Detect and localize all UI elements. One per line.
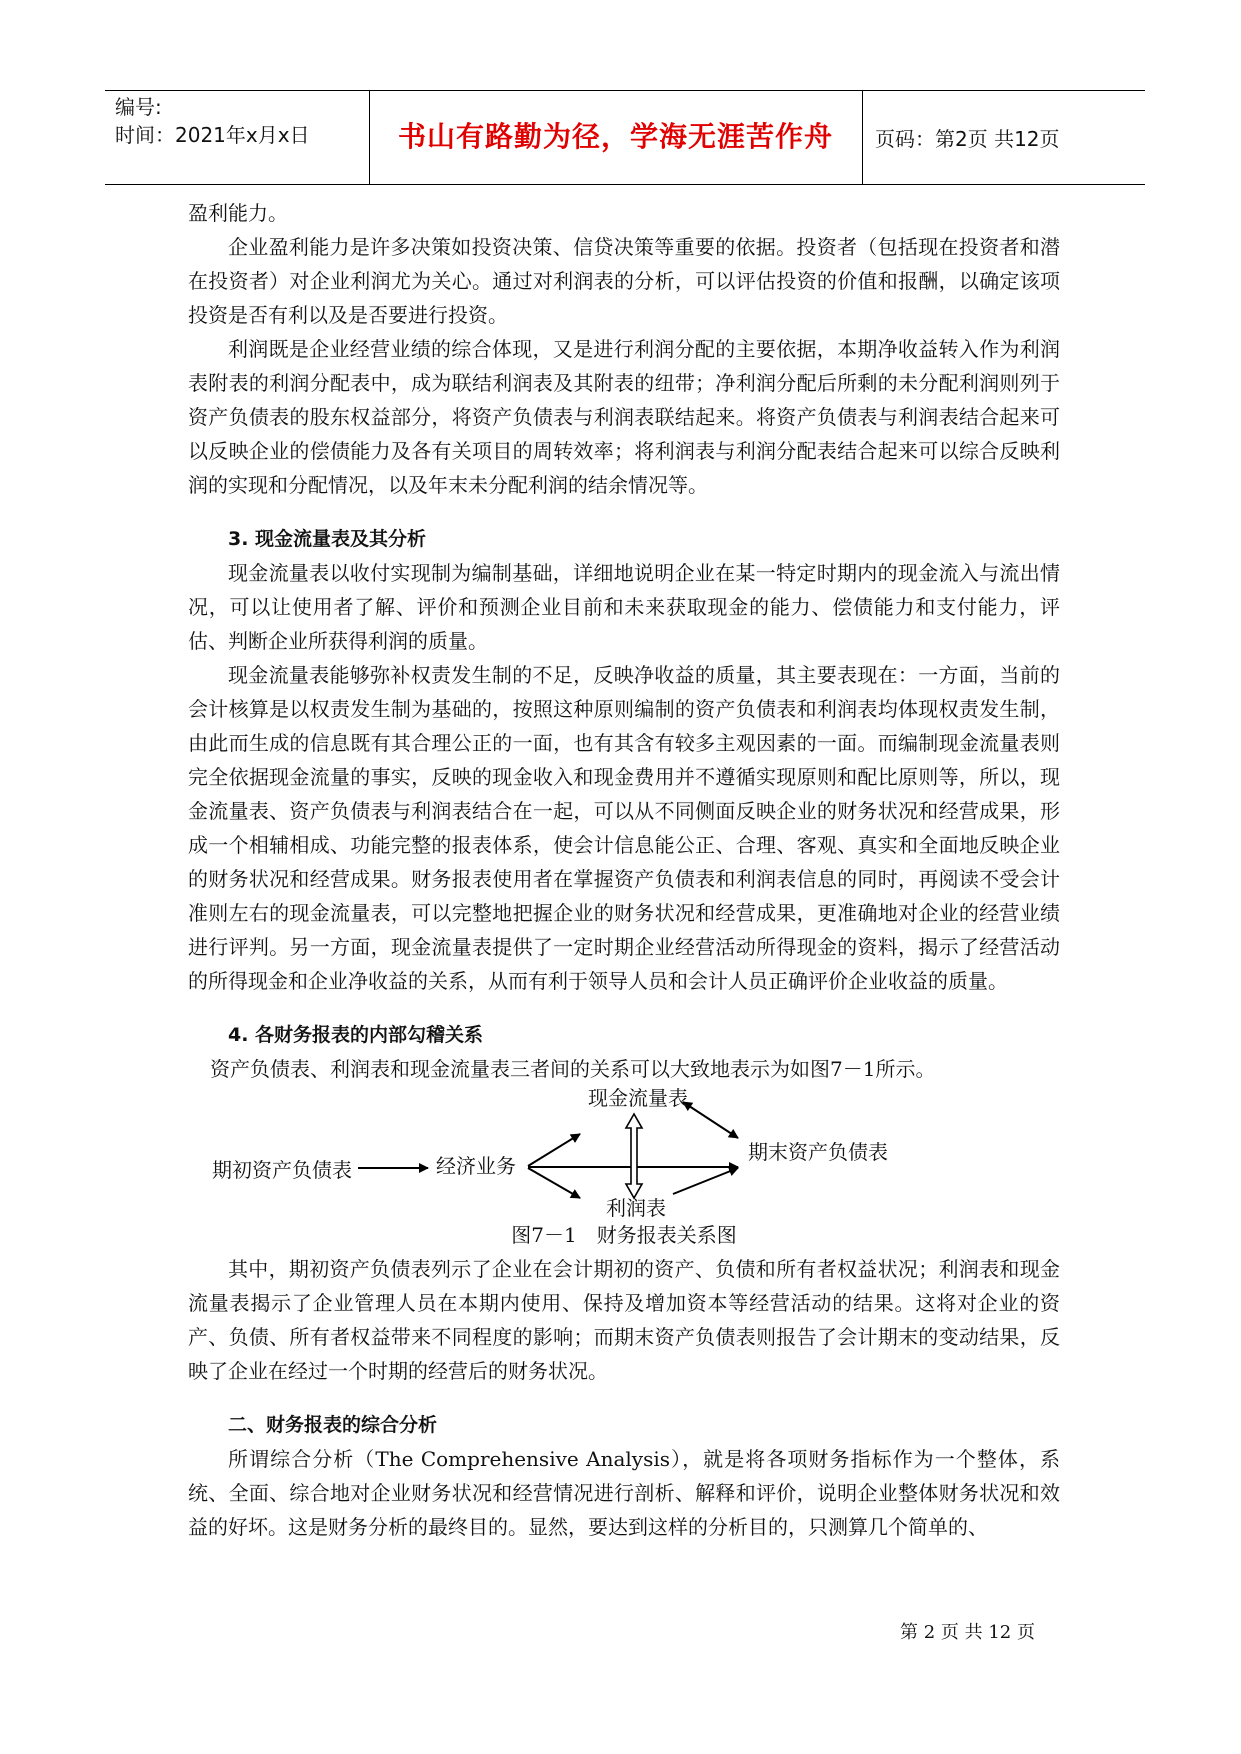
header-divider [862, 91, 863, 184]
page-footer: 第 2 页 共 12 页 [900, 1622, 1035, 1643]
document-header [105, 90, 1145, 185]
node-income-statement: 利润表 [606, 1196, 666, 1220]
section-heading: 3. 现金流量表及其分析 [228, 528, 427, 550]
arrow-business-to-cashflow [528, 1134, 580, 1166]
paragraph: 现金流量表以收付实现制为编制基础，详细地说明企业在某一特定时期内的现金流入与流出情况，可以让使用者了解、评价和预测企业目前和未来获取现金的能力、偿债能力和支付能力，评估、判断企业所获得利润的质量。 [188, 561, 1060, 653]
arrow-business-to-income [528, 1168, 580, 1198]
paragraph: 企业盈利能力是许多决策如投资决策、信贷决策等重要的依据。投资者（包括现在投资者和潜在投资者）对企业利润尤为关心。通过对利润表的分析，可以评估投资的价值和报酬，以确定该项投资是否有利以及是否要进行投资。 [188, 235, 1060, 327]
paragraph: 资产负债表、利润表和现金流量表三者间的关系可以大致地表示为如图7－1所示。 [210, 1057, 936, 1081]
node-cash-flow-statement: 现金流量表 [588, 1086, 688, 1110]
arrow-cashflow-closing [683, 1102, 738, 1138]
paragraph: 其中，期初资产负债表列示了企业在会计期初的资产、负债和所有者权益状况；利润表和现金流量表揭示了企业管理人员在本期内使用、保持及增加资本等经营活动的结果。这将对企业的资产、负债、所有者权益带来不同程度的影响；而期末资产负债表则报告了会计期末的变动结果，反映了企业在经过一个时期的经营后的财务状况。 [188, 1257, 1060, 1383]
paragraph: 现金流量表能够弥补权责发生制的不足，反映净收益的质量，其主要表现在：一方面，当前的会计核算是以权责发生制为基础的，按照这种原则编制的资产负债表和利润表均体现权责发生制，由此而生成的信息既有其合理公正的一面，也有其含有较多主观因素的一面。而编制现金流量表则完全依据现金流量的事实，反映的现金收入和现金费用并不遵循实现原则和配比原则等，所以，现金流量表、资产负债表与利润表结合在一起，可以从不同侧面反映企业的财务状况和经营成果，形成一个相辅相成、功能完整的报表体系，使会计信息能公正、合理、客观、真实和全面地反映企业的财务状况和经营成果。财务报表使用者在掌握资产负债表和利润表信息的同时，再阅读不受会计准则左右的现金流量表，可以完整地把握企业的财务状况和经营成果，更准确地对企业的经营业绩进行评判。另一方面，现金流量表提供了一定时期企业经营活动所得现金的资料，揭示了经营活动的所得现金和企业净收益的关系，从而有利于领导人员和会计人员正确评价企业收益的质量。 [188, 663, 1060, 993]
header-meta [115, 93, 310, 149]
section-heading: 4. 各财务报表的内部勾稽关系 [228, 1024, 484, 1046]
paragraph: 盈利能力。 [188, 201, 288, 225]
financial-statements-diagram [188, 1088, 1060, 1218]
section-heading: 二、财务报表的综合分析 [228, 1414, 438, 1436]
header-motto: 书山有路勤为径，学海无涯苦作舟 [397, 120, 833, 153]
doc-number-label: 编号: [115, 95, 162, 119]
figure-caption: 图7－1 财务报表关系图 [511, 1223, 737, 1247]
double-arrow-cashflow-income [626, 1114, 642, 1198]
arrow-income-to-closing [673, 1168, 738, 1194]
paragraph: 利润既是企业经营业绩的综合体现，又是进行利润分配的主要依据，本期净收益转入作为利润表附表的利润分配表中，成为联结利润表及其附表的纽带；净利润分配后所剩的未分配利润则列于资产负债表的股东权益部分，将资产负债表与利润表联结起来。将资产负债表与利润表结合起来可以反映企业的偿债能力及各有关项目的周转效率；将利润表与利润分配表结合起来可以综合反映利润的实现和分配情况，以及年末未分配利润的结余情况等。 [188, 337, 1060, 497]
paragraph: 所谓综合分析（The Comprehensive Analysis），就是将各项财务指标作为一个整体，系统、全面、综合地对企业财务状况和经营情况进行剖析、解释和评价，说明企业整体财务状况和效益的好坏。这是财务分析的最终目的。显然，要达到这样的分析目的，只测算几个简单的、 [188, 1447, 1060, 1539]
node-closing-balance-sheet: 期末资产负债表 [748, 1140, 888, 1164]
header-page-info: 页码：第2页 共12页 [875, 127, 1060, 151]
document-body [188, 196, 1060, 1544]
node-business: 经济业务 [436, 1154, 516, 1178]
node-opening-balance-sheet: 期初资产负债表 [212, 1158, 352, 1182]
doc-time-label: 时间：2021年x月x日 [115, 123, 310, 147]
